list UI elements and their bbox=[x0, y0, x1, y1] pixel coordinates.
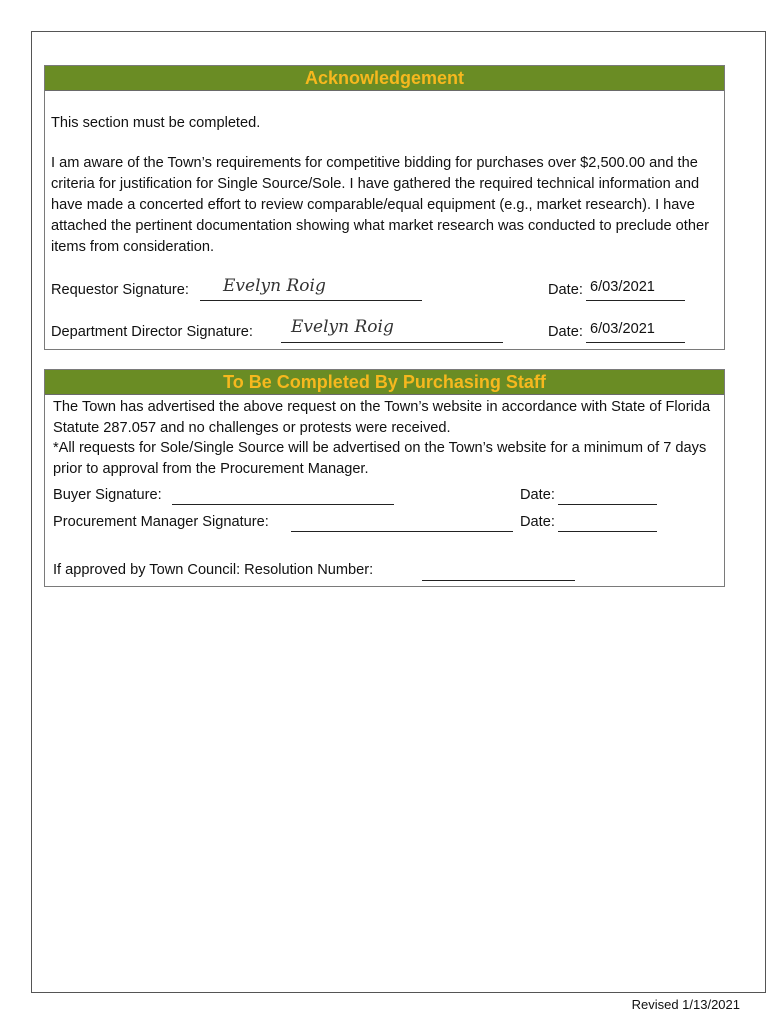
acknowledgement-header: Acknowledgement bbox=[45, 66, 724, 91]
buyer-date-line[interactable] bbox=[558, 504, 657, 505]
director-date-label: Date: bbox=[548, 324, 583, 340]
manager-signature-label: Procurement Manager Signature: bbox=[53, 514, 269, 530]
resolution-number-label: If approved by Town Council: Resolution Number: bbox=[53, 562, 374, 578]
acknowledgement-body: I am aware of the Town’s requirements for competitive bidding for purchases over $2,500.00 and the criteria for justification for Single Source/Sole. I have gathered the required technical information and have made a concerted effort to review comparable/equal equipment (e.g., market research). I have attached the pertinent documentation showing what market research was conducted to preclude other items from consideration. bbox=[51, 155, 709, 255]
purchasing-body-sole-source: *All requests for Sole/Single Source will be advertised on the Town’s website for a minimum of 7 days prior to approval from the Procurement Manager. bbox=[53, 440, 707, 477]
revised-date: Revised 1/13/2021 bbox=[631, 997, 740, 1012]
resolution-number-line[interactable] bbox=[422, 580, 575, 581]
requestor-date-label: Date: bbox=[548, 282, 583, 298]
must-complete-text: This section must be completed. bbox=[51, 115, 261, 131]
buyer-signature-line[interactable] bbox=[172, 504, 394, 505]
manager-date-line[interactable] bbox=[558, 531, 657, 532]
requestor-signature-line[interactable] bbox=[200, 300, 422, 301]
director-date: 6/03/2021 bbox=[590, 321, 655, 337]
director-signature-label: Department Director Signature: bbox=[51, 324, 253, 340]
requestor-signature-label: Requestor Signature: bbox=[51, 282, 189, 298]
manager-signature-line[interactable] bbox=[291, 531, 513, 532]
requestor-date: 6/03/2021 bbox=[590, 279, 655, 295]
requestor-date-line[interactable] bbox=[586, 300, 685, 301]
requestor-signature: Evelyn Roig bbox=[223, 276, 326, 296]
purchasing-section bbox=[44, 369, 725, 587]
buyer-signature-label: Buyer Signature: bbox=[53, 487, 162, 503]
acknowledgement-section bbox=[44, 65, 725, 350]
purchasing-body-advertised: The Town has advertised the above request on the Town’s website in accordance with State of Florida Statute 287.057 and no challenges or protests were received. bbox=[53, 399, 711, 436]
director-signature-line[interactable] bbox=[281, 342, 503, 343]
buyer-date-label: Date: bbox=[520, 487, 555, 503]
purchasing-header: To Be Completed By Purchasing Staff bbox=[45, 370, 724, 395]
manager-date-label: Date: bbox=[520, 514, 555, 530]
director-signature: Evelyn Roig bbox=[291, 317, 394, 337]
director-date-line[interactable] bbox=[586, 342, 685, 343]
